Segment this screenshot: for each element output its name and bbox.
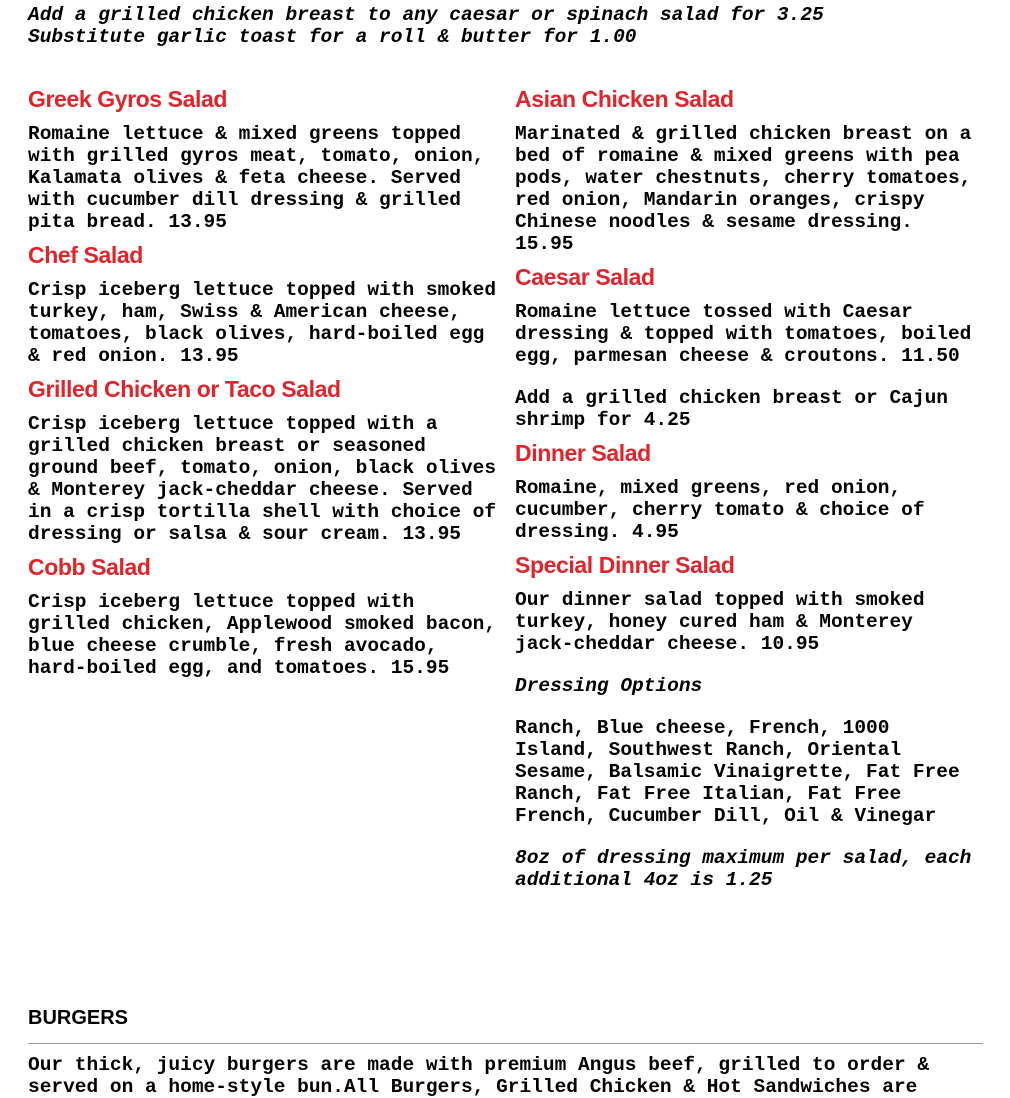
item-title: Grilled Chicken or Taco Salad	[28, 376, 341, 402]
dressing-note: 8oz of dressing maximum per salad, each additional 4oz is 1.25	[515, 847, 972, 891]
salad-column-right	[515, 86, 983, 900]
intro-note-chicken: Add a grilled chicken breast to any caesar or spinach salad for 3.25	[28, 4, 824, 26]
item-description: Romaine, mixed greens, red onion, cucumber, cherry tomato & choice of dressing. 4.95	[515, 477, 925, 543]
item-addon-note: Add a grilled chicken breast or Cajun shrimp for 4.25	[515, 387, 948, 431]
salad-column-left	[28, 86, 503, 688]
menu-item-greek-gyros-salad	[28, 86, 503, 233]
menu-item-cobb-salad	[28, 554, 503, 679]
item-title: Greek Gyros Salad	[28, 86, 228, 112]
item-title: Chef Salad	[28, 242, 143, 268]
item-description: Crisp iceberg lettuce topped with smoked turkey, ham, Swiss & American cheese, tomatoes, black olives, hard-boiled egg & red onion. 13.95	[28, 279, 497, 367]
item-title: Caesar Salad	[515, 264, 655, 290]
intro-note-garlic-toast: Substitute garlic toast for a roll & butter for 1.00	[28, 26, 637, 48]
item-description: Romaine lettuce tossed with Caesar dressing & topped with tomatoes, boiled egg, parmesan cheese & croutons. 11.50	[515, 301, 972, 367]
burgers-intro: Our thick, juicy burgers are made with premium Angus beef, grilled to order & served on a home-style bun.All Burgers, Grilled Chicken & Hot Sandwiches are	[28, 1054, 930, 1098]
menu-item-dinner-salad	[515, 440, 983, 543]
menu-item-asian-chicken-salad	[515, 86, 983, 255]
item-description: Marinated & grilled chicken breast on a bed of romaine & mixed greens with pea pods, water chestnuts, cherry tomatoes, red onion, Mandarin oranges, crispy Chinese noodles & sesame dressing. 15.95	[515, 123, 972, 255]
menu-item-chef-salad	[28, 242, 503, 367]
item-title: Special Dinner Salad	[515, 552, 735, 578]
item-title: Dinner Salad	[515, 440, 651, 466]
section-heading-burgers: BURGERS	[28, 1007, 129, 1029]
intro-notes	[28, 4, 983, 48]
item-description: Crisp iceberg lettuce topped with grilled chicken, Applewood smoked bacon, blue cheese crumble, fresh avocado, hard-boiled egg, and tomatoes. 15.95	[28, 591, 497, 679]
item-description: Romaine lettuce & mixed greens topped with grilled gyros meat, tomato, onion, Kalamata olives & feta cheese. Served with cucumber dill dressing & grilled pita bread. 13.95	[28, 123, 485, 233]
item-description: Crisp iceberg lettuce topped with a grilled chicken breast or seasoned ground beef, tomato, onion, black olives & Monterey jack-cheddar cheese. Served in a crisp tortilla shell with choice of dressing or salsa & sour cream. 13.95	[28, 413, 497, 545]
item-description: Our dinner salad topped with smoked turkey, honey cured ham & Monterey jack-cheddar cheese. 10.95	[515, 589, 925, 655]
menu-item-caesar-salad	[515, 264, 983, 431]
menu-page	[28, 4, 983, 1098]
dressing-options-heading: Dressing Options	[515, 675, 703, 697]
menu-item-special-dinner-salad	[515, 552, 983, 891]
item-title: Asian Chicken Salad	[515, 86, 734, 112]
burgers-section	[28, 1007, 983, 1098]
menu-item-grilled-chicken-taco-salad	[28, 376, 503, 545]
section-divider	[28, 1043, 983, 1044]
dressing-options-list: Ranch, Blue cheese, French, 1000 Island, Southwest Ranch, Oriental Sesame, Balsamic Vinaigrette, Fat Free Ranch, Fat Free Italian, Fat Free French, Cucumber Dill, Oil & Vinegar	[515, 717, 960, 827]
item-title: Cobb Salad	[28, 554, 151, 580]
